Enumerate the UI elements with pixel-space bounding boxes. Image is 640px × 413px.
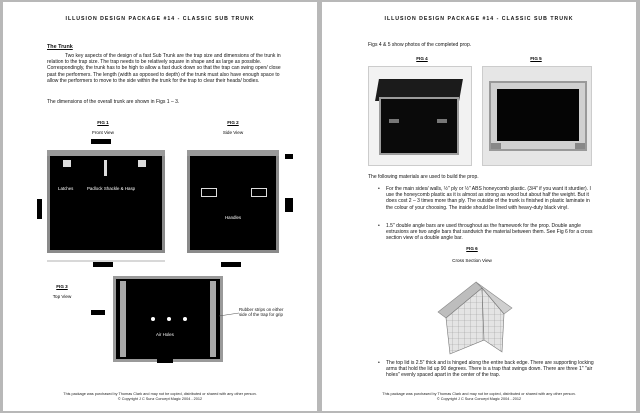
body-paragraph: The following materials are used to build the prop. [368,174,479,180]
dimension-box [91,139,111,144]
latch-icon [63,160,71,167]
latch-icon [138,160,146,167]
rubber-strips-note: Rubber strips on either side of the trap for grip [239,307,284,318]
page-header: ILLUSION DESIGN PACKAGE #14 - CLASSIC SUB TRUNK [65,16,255,22]
footer-copyright: © Copyright J C Sunz Concept Magic 2004 - 2012 [117,397,203,401]
fig3-label: FIG 3 [56,284,68,289]
section-title: The Trunk [47,44,73,50]
fig5-label: FIG 5 [530,56,542,61]
footer-copyright: © Copyright J C Sunz Concept Magic 2004 - 2012 [436,397,522,401]
air-hole-icon [183,317,187,321]
handles-label: Handles [225,215,242,220]
fig3-caption: Top View [52,294,72,299]
air-hole-icon [167,317,171,321]
fig6-caption: Cross Section View [452,258,492,263]
fig2-caption: Side View [222,130,244,135]
body-paragraph: Figs 4 & 5 show photos of the completed prop. [368,42,472,48]
document-page-1 [3,2,317,411]
fig4-label: FIG 4 [416,56,428,61]
handle-icon [201,188,217,197]
air-holes-label: Air Holes [156,332,174,337]
fig5-photo [482,66,592,166]
document-page-2 [322,2,636,411]
body-paragraph: The dimensions of the overall trunk are shown in Figs 1 – 3. [47,99,180,105]
fig6-label: FIG 6 [466,246,478,251]
latches-label: Latches [58,186,74,191]
dimension-box [37,199,42,219]
air-hole-icon [151,317,155,321]
dimension-box [91,310,105,315]
padlock-label: Padlock Shackle & Hasp [87,186,136,191]
dimension-box [285,198,293,212]
dimension-box [285,154,293,159]
side-view-drawing [187,150,279,253]
dimension-box [157,358,173,363]
hasp-icon [104,160,107,176]
dimension-box [221,262,241,267]
page-footer [3,392,317,402]
page-header: ILLUSION DESIGN PACKAGE #14 - CLASSIC SUB TRUNK [384,16,574,22]
bullet-item: • 1.5" double angle bars are used throughout as the framework for the prop. Double angle extrusions are two angle bars that sandwich the material between them. See Fig 6 for a cross section view of a double angle bar. [386,223,598,242]
page-footer [322,392,636,402]
bullet-item: • For the main sides/ walls, ½" ply or ½" ABS honeycomb plastic. (3/4" if you want it sturdier). I use the honeycomb plastic as it is almost as strong as wood but about half the weight. But it does cost 2 – 3 times more than ply. The outside of the trunk is finished in plastic laminate in the colour of your choosing. The inside should be lined with heavy-duty black vinyl. [386,186,598,211]
callout-arrow [219,312,239,320]
dimension-line [47,258,167,264]
body-paragraph: Two key aspects of the design of a fast Sub Trunk are the trap size and dimensions of the trunk in relation to the trap size. The trap needs to be relatively square in shape and as large as possible. Correspondingly, the trunk has to be high to allow a fast duck down so that the trap can swing open/ close past the performers. The length (width as opposed to depth) of the trunk must also have enough space to allow the performers to move to the side within the trunk for the trap to clear their heads/ bodies. [47,53,281,84]
bullet-item: • The top lid is 2.5" thick and is hinged along the entire back edge. There are supporting locking arms that hold the lid up 90 degrees. There is a trap that swings down. There are three 1" "air holes" evenly spaced apart in the center of the trap. [386,360,598,379]
double-angle-bar-illustration [434,278,524,358]
fig2-label: FIG 2 [227,120,239,125]
footer-notice: This package was purchased by Thomas Clark and may not be copied, distributed or shared with any other person. [63,392,257,396]
fig1-caption: Front View [92,130,114,135]
fig1-label: FIG 1 [97,120,109,125]
footer-notice: This package was purchased by Thomas Clark and may not be copied, distributed or shared with any other person. [382,392,576,396]
handle-icon [251,188,267,197]
fig4-photo [368,66,472,166]
